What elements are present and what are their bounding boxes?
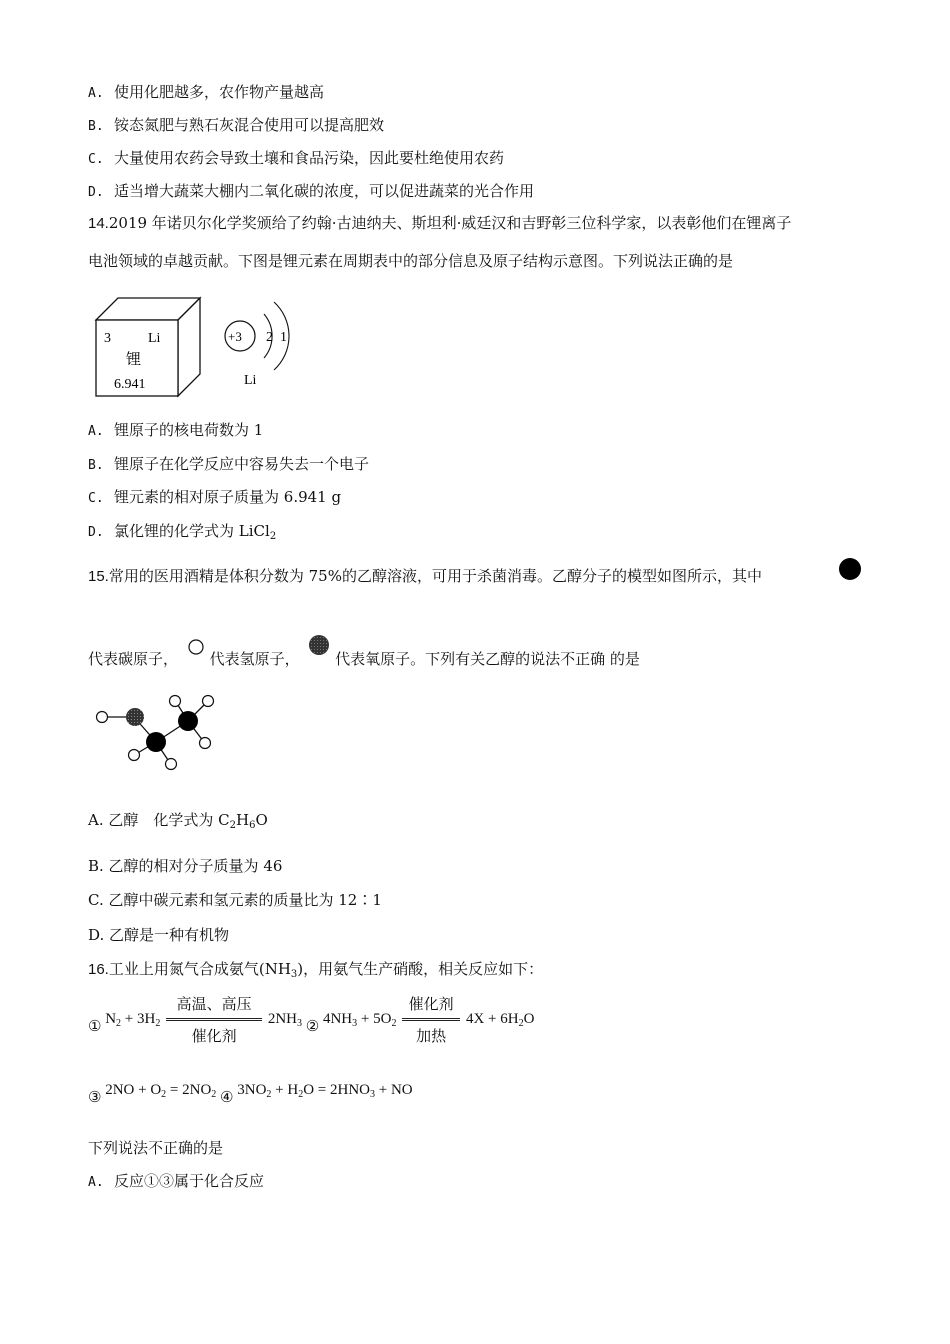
option-text: 反应①③属于化合反应: [114, 1172, 265, 1190]
hydrogen-atom: [203, 696, 214, 707]
subscript: 2: [155, 1017, 161, 1029]
q13-option-c: [88, 148, 504, 170]
eq-text: 2NH: [267, 1010, 298, 1027]
hydrogen-atom-legend-icon: [187, 638, 205, 656]
question-number: 14.: [88, 215, 109, 232]
q14-option-b: [88, 454, 369, 476]
subscript: 2: [211, 1089, 217, 1100]
eq-text: = 2NO: [166, 1082, 212, 1098]
hydrogen-atom: [166, 759, 177, 770]
subscript: 6: [249, 820, 256, 831]
atomic-number: 3: [104, 331, 111, 346]
q15-option-a: [88, 810, 268, 836]
option-text: 大量使用农药会导致土壤和食品污染，因此要杜绝使用农药: [114, 149, 505, 167]
atomic-mass: 6.941: [114, 377, 146, 392]
eq-text: 2NO + O: [105, 1082, 162, 1098]
equation-marker: ②: [305, 1016, 320, 1035]
q15-stem-line1: [88, 566, 762, 587]
q15-stem-line2: [88, 642, 640, 669]
hydrogen-atom: [200, 738, 211, 749]
option-text: 锂原子的核电荷数为 1: [114, 421, 264, 439]
q15-option-d: D. 乙醇是一种有机物: [88, 926, 230, 944]
shell-2-electrons: 1: [280, 330, 287, 345]
q13-option-d: [88, 181, 534, 203]
q15-text: 代表氢原子，: [209, 650, 300, 668]
option-letter: B.: [88, 119, 104, 134]
eq-text: + 5O: [357, 1010, 392, 1027]
subscript: 2: [161, 1089, 167, 1100]
q14-option-c: [88, 487, 341, 509]
option-text: 氯化锂的化学式为 LiCl: [114, 522, 270, 540]
q15-text: 常用的医用酒精是体积分数为 75%的乙醇溶液，可用于杀菌消毒。乙醇分子的模型如图所示，其中: [108, 567, 762, 585]
q14-stem-line1: [88, 213, 791, 234]
option-text: 适当增大蔬菜大棚内二氧化碳的浓度，可以促进蔬菜的光合作用: [114, 182, 535, 200]
subscript: 2: [229, 820, 236, 831]
option-letter: C.: [88, 152, 104, 167]
option-letter: A.: [88, 1175, 104, 1190]
subscript: 2: [391, 1017, 397, 1029]
q13-option-a: [88, 82, 324, 104]
eq-text: + H: [271, 1082, 299, 1098]
q14-stem-line2: [88, 251, 733, 271]
q16-prompt: 下列说法不正确的是: [88, 1139, 224, 1157]
equation-marker: ①: [88, 1016, 102, 1035]
option-text: O: [255, 811, 268, 829]
atom-label: Li: [244, 373, 257, 388]
q14-option-d: [88, 521, 276, 547]
eq-text: O = 2HNO: [303, 1082, 371, 1098]
option-letter: A.: [88, 86, 104, 101]
eq-text: O: [523, 1010, 535, 1027]
carbon-atom-legend-icon: [838, 557, 862, 581]
eq-text: + 3H: [121, 1010, 156, 1027]
reaction-condition-arrow: [166, 993, 262, 1046]
eq-text: N: [105, 1010, 117, 1027]
eq-text: 3NO: [237, 1082, 267, 1098]
option-text: 铵态氮肥与熟石灰混合使用可以提高肥效: [114, 116, 385, 134]
subscript: 2: [266, 1089, 272, 1100]
q15-text: 代表氧原子。下列有关乙醇的说法不正确 的是: [335, 650, 640, 668]
hydrogen-atom: [129, 750, 140, 761]
hydrogen-atom: [97, 712, 108, 723]
q16-text: )，用氨气生产硝酸，相关反应如下：: [297, 960, 544, 978]
condition-top: 催化剂: [408, 995, 454, 1013]
reaction-condition-arrow: [402, 993, 460, 1046]
option-text: 锂元素的相对原子质量为 6.941 g: [114, 488, 342, 506]
q13-option-b: [88, 115, 384, 137]
option-letter: B.: [88, 458, 104, 473]
subscript: 3: [290, 969, 298, 980]
subscript: 2: [269, 531, 277, 542]
equation-marker: ③: [88, 1088, 102, 1106]
q16-stem: [88, 959, 543, 985]
option-letter: D.: [88, 525, 104, 540]
q15-option-c: C. 乙醇中碳元素和氢元素的质量比为 12∶1: [88, 891, 382, 909]
question-number: 16.: [88, 961, 109, 978]
subscript: 2: [116, 1017, 122, 1029]
oxygen-atom: [126, 708, 144, 726]
q14-text: 电池领域的卓越贡献。下图是锂元素在周期表中的部分信息及原子结构示意图。下列说法正确的是: [88, 252, 734, 270]
option-text: H: [236, 811, 250, 829]
element-name: 锂: [126, 350, 142, 368]
equations-row-2: [88, 1080, 413, 1106]
condition-bottom: 催化剂: [191, 1027, 237, 1045]
lithium-element-card: [92, 294, 204, 398]
q16-option-a: [88, 1171, 264, 1193]
option-text: 锂原子在化学反应中容易失去一个电子: [114, 455, 370, 473]
subscript: 2: [298, 1089, 304, 1100]
shell-1-electrons: 2: [266, 330, 273, 345]
q14-option-a: [88, 420, 263, 442]
subscript: 2: [518, 1017, 524, 1029]
option-letter: C.: [88, 491, 104, 506]
eq-text: 4NH: [322, 1010, 353, 1027]
q14-text: 2019 年诺贝尔化学奖颁给了约翰·古迪纳夫、斯坦利·威廷汉和吉野彰三位科学家，以表彰他们在锂离子: [108, 214, 792, 232]
condition-bottom: 加热: [416, 1027, 447, 1045]
option-text: 使用化肥越多，农作物产量越高: [114, 83, 325, 101]
subscript: 3: [370, 1089, 376, 1100]
equation-marker: ④: [220, 1088, 234, 1106]
eq-text: 4X + 6H: [465, 1010, 519, 1027]
ethanol-molecule-model: [92, 692, 222, 772]
q15-option-b: B. 乙醇的相对分子质量为 46: [88, 857, 283, 875]
nucleus-charge: +3: [228, 329, 242, 344]
carbon-atom: [178, 711, 198, 731]
element-symbol: Li: [148, 331, 161, 346]
subscript: 3: [297, 1017, 303, 1029]
carbon-atom: [146, 732, 166, 752]
eq-text: + NO: [375, 1082, 413, 1098]
q15-text: 代表碳原子，: [88, 650, 179, 668]
option-text: A. 乙醇 化学式为 C: [88, 811, 230, 829]
hydrogen-atom: [170, 696, 181, 707]
option-letter: D.: [88, 185, 104, 200]
question-number: 15.: [88, 568, 109, 585]
subscript: 3: [352, 1017, 358, 1029]
option-letter: A.: [88, 424, 104, 439]
oxygen-atom-legend-icon: [308, 634, 330, 656]
lithium-atom-diagram: [222, 294, 302, 394]
equations-row-1: [88, 993, 534, 1046]
condition-top: 高温、高压: [176, 995, 252, 1013]
q16-text: 工业上用氮气合成氨气(NH: [108, 960, 291, 978]
